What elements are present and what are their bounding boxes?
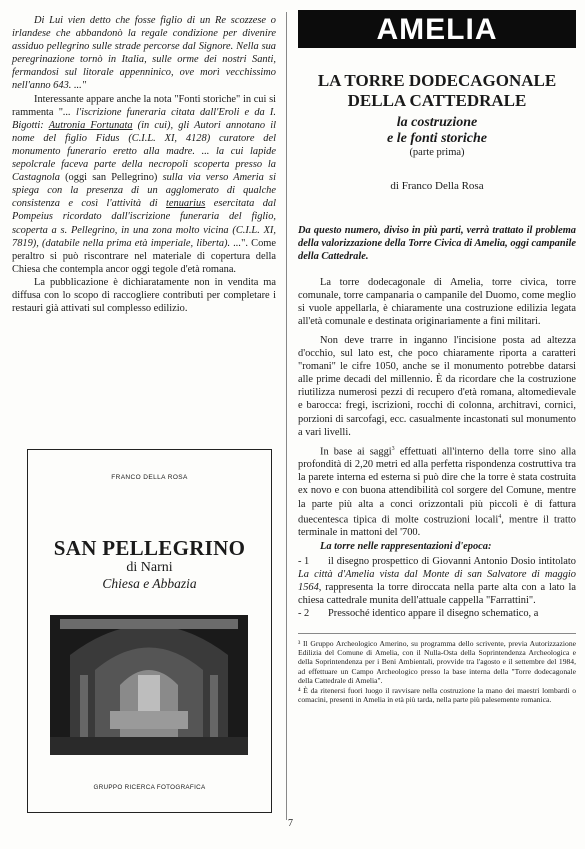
article-paragraph-3 — [298, 443, 576, 540]
article-subtitle-line-1: la costruzione — [396, 115, 478, 130]
article-title-line-1: LA TORRE DODECAGONALE — [317, 71, 557, 90]
left-column — [12, 14, 276, 315]
page-number: 7 — [288, 818, 293, 829]
cover-subtitle-place: di Narni — [126, 560, 173, 575]
item1-drawing-title: La città d'Amelia vista dal Monte di san Salvatore di maggio 1564 — [298, 568, 576, 593]
para2-text-1: Interessante appare anche la nota "Fonti storiche" in cui si rammenta " — [12, 93, 276, 118]
item1-text-a: il disegno prospettico di Giovanni Antonio Dosio intitolato — [328, 555, 576, 567]
left-paragraph-1: Di Lui vien detto che fosse figlio di un Re scozzese o irlandese che abbandonò la regale condizione per divenire assiduo pellegrino sulle strade percorse dal Signore. Nella sua peregrinazione tornò in Italia, sulle orme dei nostri Santi, fermandosi sul litorale appenninico, ove morì vecchissimo nell'anno 643. ..." — [12, 15, 276, 92]
para3-text-b: effettuati all'interno della torre sino alla profondità di 2,20 metri ed alla perfetta rispondenza costruttiva tra la parete interna ed esterna si può dire che la torre è stata costruita ex novo e con buona attendibilità col sorgere del Comune, mentre la parte più alta a conci orizzontali più piccoli è di fattura duecentesca tipica di molte costruzioni locali — [298, 446, 576, 526]
para2-text-8: esercitata dal Pompeius ricordato dall'iscrizione funeraria del figlio, scoperta a s. Pellegrino, in una zona molto vicina (C.I.L. XI, 7819), (databile nella prima età imperiale, liberta). ... — [12, 198, 276, 249]
article-byline: di Franco Della Rosa — [390, 180, 484, 192]
para2-text-9: ". Come peraltro si può riscontrare nel materiale di copertura della Chiesa che contempla ancor oggi tegole d'età romana. — [12, 237, 276, 275]
para2-text-5: (oggi san Pellegrino) — [65, 172, 163, 184]
article-title-line-2: DELLA CATTEDRALE — [347, 91, 527, 110]
article-subtitle-line-2: e le fonti storiche — [387, 131, 487, 146]
list-item-1 — [298, 555, 576, 607]
left-paragraph-2 — [12, 93, 276, 276]
list-item-2 — [298, 607, 576, 620]
list-number-1: - 1 — [298, 555, 310, 567]
church-interior-photo — [50, 615, 248, 755]
footnote-ref-3: 3 — [391, 445, 395, 452]
para2-text-6: sulla via verso Ameria si spiega con la presenza di un agglomerato di qualche consistenza e così l'attività di — [12, 172, 276, 210]
subheading-representations: La torre nelle rappresentazioni d'epoca: — [320, 541, 492, 553]
footnote-3: ³ Il Gruppo Archeologico Amerino, su programma dello scrivente, previa Autorizzazione Edilizia del Comune di Amelia, con il Nulla-Osta della Soprintendenza Archeologica e della Soprintendenza per i Beni Ambientali, provvide tra l'agosto e il settembre del 1984, ad effettuare un Campo Archeologico presso la base interna della "Torre dodecagonale della Cattedrale di Amelia". — [298, 638, 576, 686]
list-number-2: - 2 — [298, 607, 310, 619]
footnote-ref-4: 4 — [498, 513, 502, 520]
para3-text-c: , mentre il tratto terminale in mattoni del '700. — [298, 514, 576, 539]
item2-text: Pressoché identico appare il disegno schematico, a — [328, 607, 539, 619]
left-paragraph-3: La pubblicazione è dichiaratamente non in vendita ma diffusa con lo scopo di raccogliere contributi per completare i restauri già attivati sul complesso edilizio. — [12, 276, 276, 315]
cover-title: SAN PELLEGRINO — [53, 536, 246, 560]
right-column — [298, 10, 576, 704]
section-banner: AMELIA — [298, 10, 576, 48]
article-paragraph-1: La torre dodecagonale di Amelia, torre civica, torre comunale, torre campanaria o campanile del Duomo, come meglio si vuole appellarla, è chiaramente una costruzione edilizia legata all'età comunale e destinata originariamente a fini militari. — [298, 276, 576, 327]
article-intro: Da questo numero, diviso in più parti, verrà trattato il problema della valorizzazione della Torre Civica di Amelia, oggi campanile della Cattedrale. — [298, 225, 576, 263]
inscription-name: Autronia Fortunata — [48, 119, 133, 131]
church-interior-illustration — [50, 615, 248, 755]
column-divider — [286, 12, 287, 820]
para3-text-a: In base ai saggi — [320, 446, 392, 458]
footnote-divider — [298, 633, 576, 634]
para2-text-2: ... l'iscrizione funeraria citata dall'Eroli e da I. Bigotti: — [12, 106, 276, 131]
article-paragraph-2: Non deve trarre in inganno l'incisione posta ad altezza d'occhio, sul lato est, che poco chiaramente riporta a caratteri "romani" le cifre 1050, anche se il monumento potrebbe datarsi alle prime decadi del millennio. È da ricordare che la costruzione riutilizza numerosi pezzi di recupero d'età romana, altomedievale e barocca: fregi, iscrizioni, rocchi di colonna, architravi, cornici, porzioni di sarcofagi, ecc. casualmente incastonati sul monumento a vari livelli. — [298, 334, 576, 438]
footnote-4: ⁴ È da ritenersi fuori luogo il ravvisare nella costruzione la mano dei maestri lombardi o comacini, presenti in Amelia in età più tarda, nella parte più palesemente romanica. — [298, 685, 576, 704]
tenuarius-word: tenuarius — [166, 198, 206, 210]
book-cover — [27, 449, 272, 813]
article-part: (parte prima) — [409, 147, 465, 158]
cover-publisher: GRUPPO RICERCA FOTOGRAFICA — [93, 784, 206, 791]
cover-subtitle-church: Chiesa e Abbazia — [102, 576, 197, 591]
cover-author: FRANCO DELLA ROSA — [111, 474, 188, 481]
item1-text-b: , rappresenta la torre diroccata nella parte alta con a lato la chiesa cattedrale munita dell'attuale cappella "Farrattini". — [298, 581, 576, 606]
para2-text-4: (in cui), gli Autori annotano il nome del figlio Fidus (C.I.L. XI, 4128) curatore del monumento funerario eretto alla madre. ... la cui lapide sepolcrale faceva parte della necropoli scoperta presso la Castagnola — [12, 119, 277, 184]
